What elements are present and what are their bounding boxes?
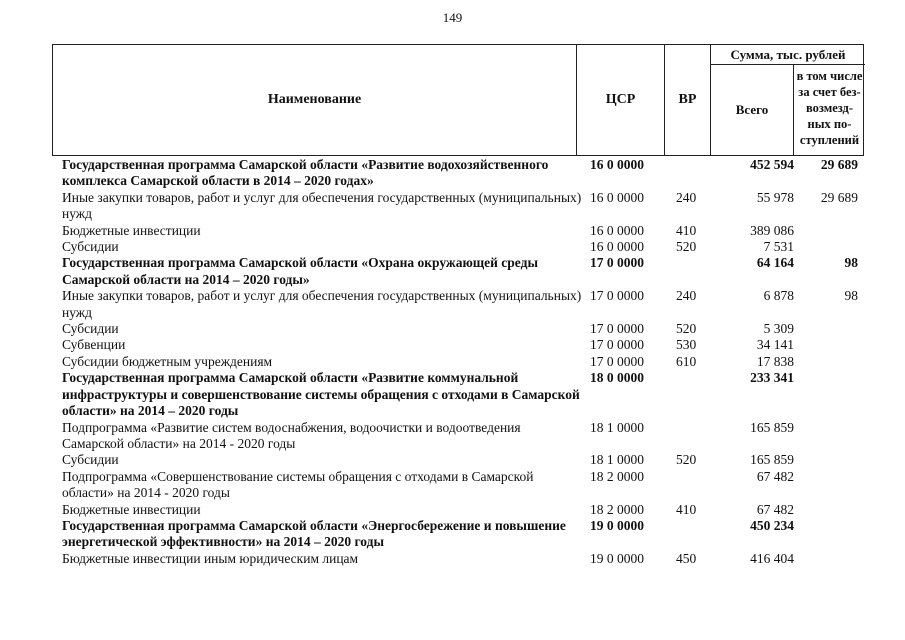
row-total: 165 859	[750, 452, 794, 468]
header-free-line: в том числе	[796, 69, 863, 83]
row-total: 6 878	[763, 288, 794, 304]
row-name: Государственная программа Самарской области «Энергосбережение и повышение энергетической эффективности» на 2014 – 2020 годы	[62, 517, 566, 550]
row-csr: 16 0 0000	[590, 222, 644, 238]
header-free-receipts	[794, 65, 865, 155]
row-vr: 450	[676, 550, 697, 566]
table-row	[52, 190, 864, 223]
table-row	[52, 321, 864, 337]
header-sum-title: Сумма, тыс. рублей	[711, 45, 865, 65]
header-free-line: ных по-	[807, 117, 852, 131]
program-row	[52, 157, 864, 190]
row-vr: 610	[676, 353, 697, 369]
row-free: 98	[844, 255, 858, 271]
row-csr: 17 0 0000	[590, 288, 644, 304]
row-csr: 17 0 0000	[590, 337, 644, 353]
row-name: Бюджетные инвестиции иным юридическим лицам	[62, 550, 359, 566]
row-csr: 18 2 0000	[590, 468, 644, 484]
row-csr: 18 1 0000	[590, 419, 644, 435]
row-name: Подпрограмма «Развитие систем водоснабжения, водоочистки и водоотведения Самарской области» на 2014 - 2020 годы	[62, 419, 521, 451]
row-name: Субсидии	[62, 321, 119, 337]
row-name: Субвенции	[62, 337, 126, 353]
row-free: 98	[844, 288, 858, 304]
row-total: 7 531	[763, 239, 794, 255]
header-sum-group	[711, 45, 865, 155]
row-name: Государственная программа Самарской области «Развитие коммунальной инфраструктуры и совершенствование системы обращения с отходами в Самарской области» на 2014 – 2020 годы	[62, 370, 580, 419]
table-row	[52, 551, 864, 567]
row-csr: 16 0 0000	[590, 157, 644, 172]
row-csr: 16 0 0000	[590, 189, 644, 205]
row-vr: 410	[676, 222, 697, 238]
row-name: Бюджетные инвестиции	[62, 222, 201, 238]
table-row	[52, 420, 864, 453]
row-vr: 520	[676, 239, 697, 255]
row-total: 450 234	[750, 517, 794, 533]
row-vr: 520	[676, 452, 697, 468]
table-row	[52, 239, 864, 255]
table-row	[52, 223, 864, 239]
table-row	[52, 288, 864, 321]
row-name: Государственная программа Самарской области «Развитие водохозяйственного комплекса Самарской области в 2014 – 2020 годах»	[62, 157, 549, 189]
row-total: 165 859	[750, 419, 794, 435]
table-row	[52, 337, 864, 353]
program-row	[52, 370, 864, 419]
row-total: 67 482	[756, 468, 794, 484]
row-total: 233 341	[750, 370, 794, 386]
program-row	[52, 518, 864, 551]
row-total: 17 838	[756, 353, 794, 369]
row-csr: 18 2 0000	[590, 501, 644, 517]
program-row	[52, 255, 864, 288]
row-name: Подпрограмма «Совершенствование системы обращения с отходами в Самарской области» на 2014 - 2020 годы	[62, 468, 534, 501]
row-csr: 18 1 0000	[590, 452, 644, 468]
row-csr: 17 0 0000	[590, 255, 644, 271]
row-csr: 17 0 0000	[590, 321, 644, 337]
header-total: Всего	[711, 65, 794, 155]
row-name: Субсидии	[62, 239, 119, 255]
row-total: 55 978	[756, 189, 794, 205]
row-name: Иные закупки товаров, работ и услуг для обеспечения государственных (муниципальных) нужд	[62, 189, 582, 222]
header-vr: ВР	[665, 45, 711, 155]
row-total: 389 086	[750, 222, 794, 238]
row-csr: 16 0 0000	[590, 239, 644, 255]
row-name: Субсидии бюджетным учреждениям	[62, 353, 273, 369]
row-total: 5 309	[763, 321, 794, 337]
row-total: 67 482	[756, 501, 794, 517]
row-vr: 240	[676, 189, 697, 205]
table-row	[52, 469, 864, 502]
row-vr: 240	[676, 288, 697, 304]
table-row	[52, 502, 864, 518]
header-name: Наименование	[53, 45, 577, 155]
header-csr: ЦСР	[577, 45, 665, 155]
page-number: 149	[442, 10, 463, 25]
header-free-line: за счет без-	[798, 85, 861, 99]
row-csr: 18 0 0000	[590, 370, 644, 386]
row-free: 29 689	[820, 189, 858, 205]
row-vr: 520	[676, 321, 697, 337]
row-name: Иные закупки товаров, работ и услуг для обеспечения государственных (муниципальных) нужд	[62, 288, 582, 320]
row-vr: 530	[676, 337, 697, 353]
table-row	[52, 354, 864, 370]
row-name: Бюджетные инвестиции	[62, 501, 201, 517]
row-csr: 19 0 0000	[590, 550, 644, 566]
table-body	[52, 157, 864, 567]
row-total: 452 594	[750, 157, 794, 172]
row-name: Субсидии	[62, 452, 119, 468]
row-csr: 19 0 0000	[590, 517, 644, 533]
row-total: 416 404	[750, 550, 794, 566]
header-free-line: возмезд-	[805, 101, 854, 115]
row-name: Государственная программа Самарской области «Охрана окружающей среды Самарской области на 2014 – 2020 годы»	[62, 255, 538, 287]
row-total: 34 141	[756, 337, 794, 353]
row-csr: 17 0 0000	[590, 353, 644, 369]
row-vr: 410	[676, 501, 697, 517]
row-free: 29 689	[820, 157, 858, 172]
header-free-line: ступлений	[799, 133, 860, 147]
row-total: 64 164	[756, 255, 794, 271]
table-row	[52, 452, 864, 468]
table-header	[52, 44, 864, 156]
